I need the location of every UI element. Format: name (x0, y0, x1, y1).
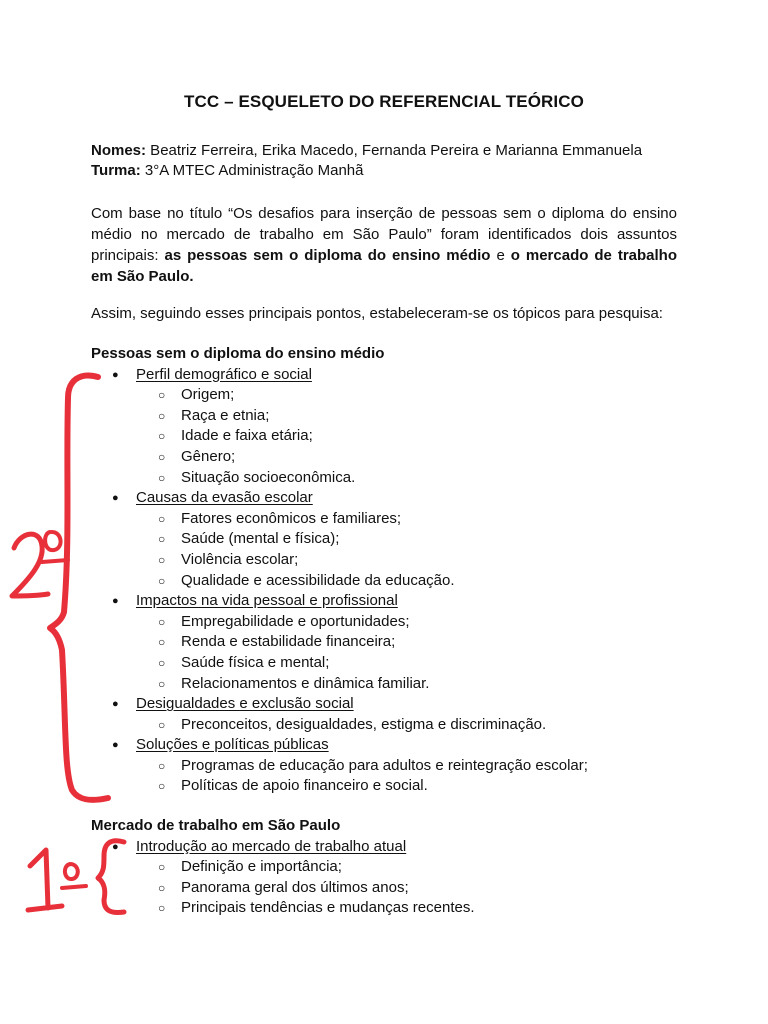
hollow-bullet-icon: ○ (158, 388, 166, 403)
subtopic-label: Preconceitos, desigualdades, estigma e discriminação. (181, 715, 547, 733)
intro-bold-topic-1: as pessoas sem o diploma do ensino médio (164, 247, 491, 264)
hollow-bullet-icon: ○ (158, 573, 166, 588)
hollow-bullet-icon: ○ (158, 552, 166, 567)
hollow-bullet-icon: ○ (158, 717, 166, 732)
bullet-icon: ● (112, 595, 119, 608)
hollow-bullet-icon: ○ (158, 758, 166, 773)
topic-label: Introdução ao mercado de trabalho atual (136, 837, 407, 855)
intro-connector: e (490, 247, 511, 264)
hollow-bullet-icon: ○ (158, 470, 166, 485)
hollow-bullet-icon: ○ (158, 901, 166, 916)
topics-intro-paragraph: Assim, seguindo esses principais pontos, estabeleceram-se os tópicos para pesquisa: (91, 305, 663, 322)
section-title: Mercado de trabalho em São Paulo (91, 817, 341, 834)
bullet-icon: ● (112, 698, 119, 711)
bullet-icon: ● (112, 492, 119, 505)
subtopic-label: Origem; (181, 386, 235, 404)
intro-bold-topic-2: o mercado de trabalho em São Paulo. (91, 247, 677, 285)
class-label: Turma: (91, 162, 141, 179)
subtopic-label: Panorama geral dos últimos anos; (181, 878, 409, 896)
hollow-bullet-icon: ○ (158, 408, 166, 423)
red-brace-small (98, 841, 124, 913)
subtopic-label: Saúde física e mental; (181, 653, 330, 671)
handwritten-1-mark (28, 850, 62, 910)
topic-label: Soluções e políticas públicas (136, 736, 329, 754)
bullet-icon: ● (112, 840, 119, 853)
handwritten-ordinal-o-small (62, 864, 86, 888)
names-value: Beatriz Ferreira, Erika Macedo, Fernanda Pereira e Marianna Emmanuela (146, 142, 643, 159)
subtopic-label: Gênero; (181, 447, 236, 465)
subtopic-label: Idade e faixa etária; (181, 427, 313, 445)
subtopic-label: Empregabilidade e oportunidades; (181, 612, 410, 630)
subtopic-label: Renda e estabilidade financeira; (181, 633, 396, 651)
hollow-bullet-icon: ○ (158, 614, 166, 629)
document-title: TCC – ESQUELETO DO REFERENCIAL TEÓRICO (184, 92, 584, 111)
hollow-bullet-icon: ○ (158, 511, 166, 526)
subtopic-label: Qualidade e acessibilidade da educação. (181, 571, 455, 589)
section-title: Pessoas sem o diploma do ensino médio (91, 345, 385, 362)
hollow-bullet-icon: ○ (158, 429, 166, 444)
bullet-icon: ● (112, 739, 119, 752)
topic-label: Desigualdades e exclusão social (136, 695, 354, 713)
topic-label: Perfil demográfico e social (136, 365, 312, 383)
red-brace-large (50, 376, 108, 800)
hollow-bullet-icon: ○ (158, 676, 166, 691)
hollow-bullet-icon: ○ (158, 860, 166, 875)
names-label: Nomes: (91, 142, 147, 159)
subtopic-label: Violência escolar; (181, 550, 299, 568)
hollow-bullet-icon: ○ (158, 532, 166, 547)
hollow-bullet-icon: ○ (158, 449, 166, 464)
subtopic-label: Definição e importância; (181, 858, 342, 876)
hollow-bullet-icon: ○ (158, 779, 166, 794)
hollow-bullet-icon: ○ (158, 880, 166, 895)
class-value: 3°A MTEC Administração Manhã (140, 162, 364, 179)
topic-label: Causas da evasão escolar (136, 489, 313, 507)
subtopic-label: Raça e etnia; (181, 406, 270, 424)
subtopic-label: Políticas de apoio financeiro e social. (181, 777, 428, 795)
topic-label: Impactos na vida pessoal e profissional (136, 592, 398, 610)
hollow-bullet-icon: ○ (158, 655, 166, 670)
subtopic-label: Situação socioeconômica. (181, 468, 356, 486)
subtopic-label: Relacionamentos e dinâmica familiar. (181, 674, 430, 692)
subtopic-label: Programas de educação para adultos e reintegração escolar; (181, 756, 588, 774)
subtopic-label: Fatores econômicos e familiares; (181, 509, 402, 527)
intro-text: Com base no título “Os desafios para inserção de pessoas sem o diploma do ensino médio no mercado de trabalho em São Paulo” foram identificados dois assuntos principais: (91, 205, 677, 264)
subtopic-label: Principais tendências e mudanças recentes. (181, 899, 475, 917)
handwritten-2-mark (12, 534, 48, 596)
subtopic-label: Saúde (mental e física); (181, 530, 340, 548)
bullet-icon: ● (112, 368, 119, 381)
hollow-bullet-icon: ○ (158, 635, 166, 650)
